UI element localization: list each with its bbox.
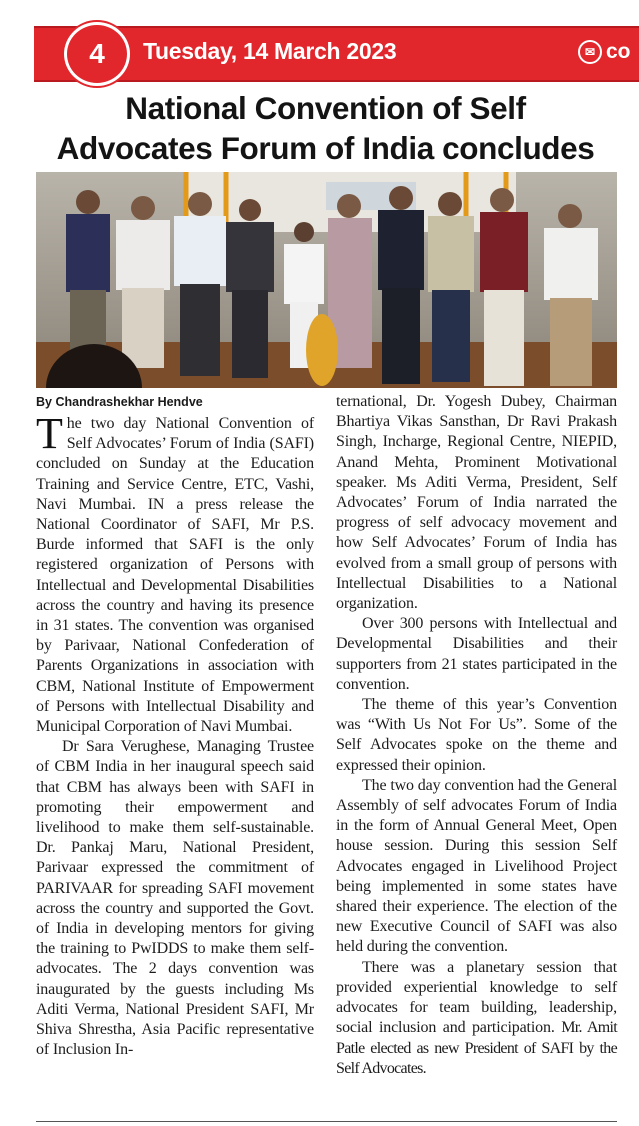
paragraph: Dr Sara Verughese, Managing Trustee of CBM India in her inaugural speech said that CBM has always been with SAFI in promoting their empowerment and livelihood to make them self-sustainable. Dr. Pankaj Maru, National President, Parivaar expressed the commitment of PARIVAAR for spreading SAFI movement across the country and supported the Govt. of India in developing mentors for giving the training to PwIDDS to make them self-advocates. The 2 days convention was inaugurated by the guests including Ms Aditi Verma, National President SAFI, Mr Shiva Shrestha, Asia Pacific representative of Inclusion In- <box>36 738 314 1059</box>
paragraph <box>36 409 314 737</box>
paragraph: The two day convention had the General Assembly of self advocates Forum of India in the form of Annual General Meet, Open house session. During this session Self Advocates engaged in Livelihood Project being implemented in some states have shared their experience. The election of the new Executive Council of SAFI was also held during the convention. <box>336 776 617 956</box>
paragraph <box>336 958 617 1079</box>
brand-text: co <box>606 40 631 63</box>
paragraph: ternational, Dr. Yogesh Dubey, Chairman Bhartiya Vikas Sansthan, Dr Ravi Prakash Singh, Incharge, Regional Centre, NIEPID, Anand Mehta, Prominent Motivational speaker. Ms Aditi Verma, President, Self Advocates’ Forum of India narrated the progress of self advocacy movement and how Self Advocates’ Forum of India has evolved from a small group of persons with Intellectual Disabilities to a National organization. <box>336 393 617 613</box>
page-top-margin <box>0 0 639 14</box>
article-photo <box>36 172 617 388</box>
byline: By Chandrashekhar Hendve <box>36 395 203 409</box>
article-column-2 <box>336 392 617 1079</box>
paragraph: Over 300 persons with Intellectual and Developmental Disabilities and their supporters from 21 states participated in the convention. <box>336 615 617 693</box>
headline-line-2: Advocates Forum of India concludes <box>56 130 595 166</box>
headline-line-1: National Convention of Self <box>125 90 526 126</box>
group-photo-illustration <box>36 172 617 388</box>
issue-date: Tuesday, 14 March 2023 <box>143 38 397 64</box>
paragraph: The theme of this year’s Convention was “With Us Not For Us”. Some of the Self Advocates spoke on the theme and expressed their opinion. <box>336 696 617 774</box>
paragraph-text: There was a planetary session that provided experiential knowledge to self advocates for team building, leadership, social inclusion and participation. <box>336 958 617 1037</box>
paragraph-text: he two day National Convention of Self Advocates’ Forum of India (SAFI) concluded on Sunday at the Education Training and Service Centre, ETC, Vashi, Navi Mumbai. IN a press release the National Coordinator of SAFI, Mr P.S. Burde informed that SAFI is the only registered organization of Persons with Intellectual and Developmental Disabilities across the country and having its presence in 31 states. The convention was organised by Parivaar, National Confederation of Parents Organizations in association with CBM, National Institute of Empowerment of Persons with Intellectual Disability and Municipal Corporation of Navi Mumbai. <box>36 415 314 736</box>
drop-cap: T <box>36 409 63 458</box>
mail-icon: ✉ <box>578 40 602 64</box>
brand-link[interactable] <box>578 39 631 65</box>
bottom-rule <box>36 1121 617 1122</box>
article-column-1 <box>36 409 314 1061</box>
paragraph-tail: Mr. Amit Patle elected as new President of SAFI by the Self Advocates. <box>336 1019 617 1077</box>
article-headline <box>34 88 617 168</box>
page-number-badge: 4 <box>64 22 130 86</box>
